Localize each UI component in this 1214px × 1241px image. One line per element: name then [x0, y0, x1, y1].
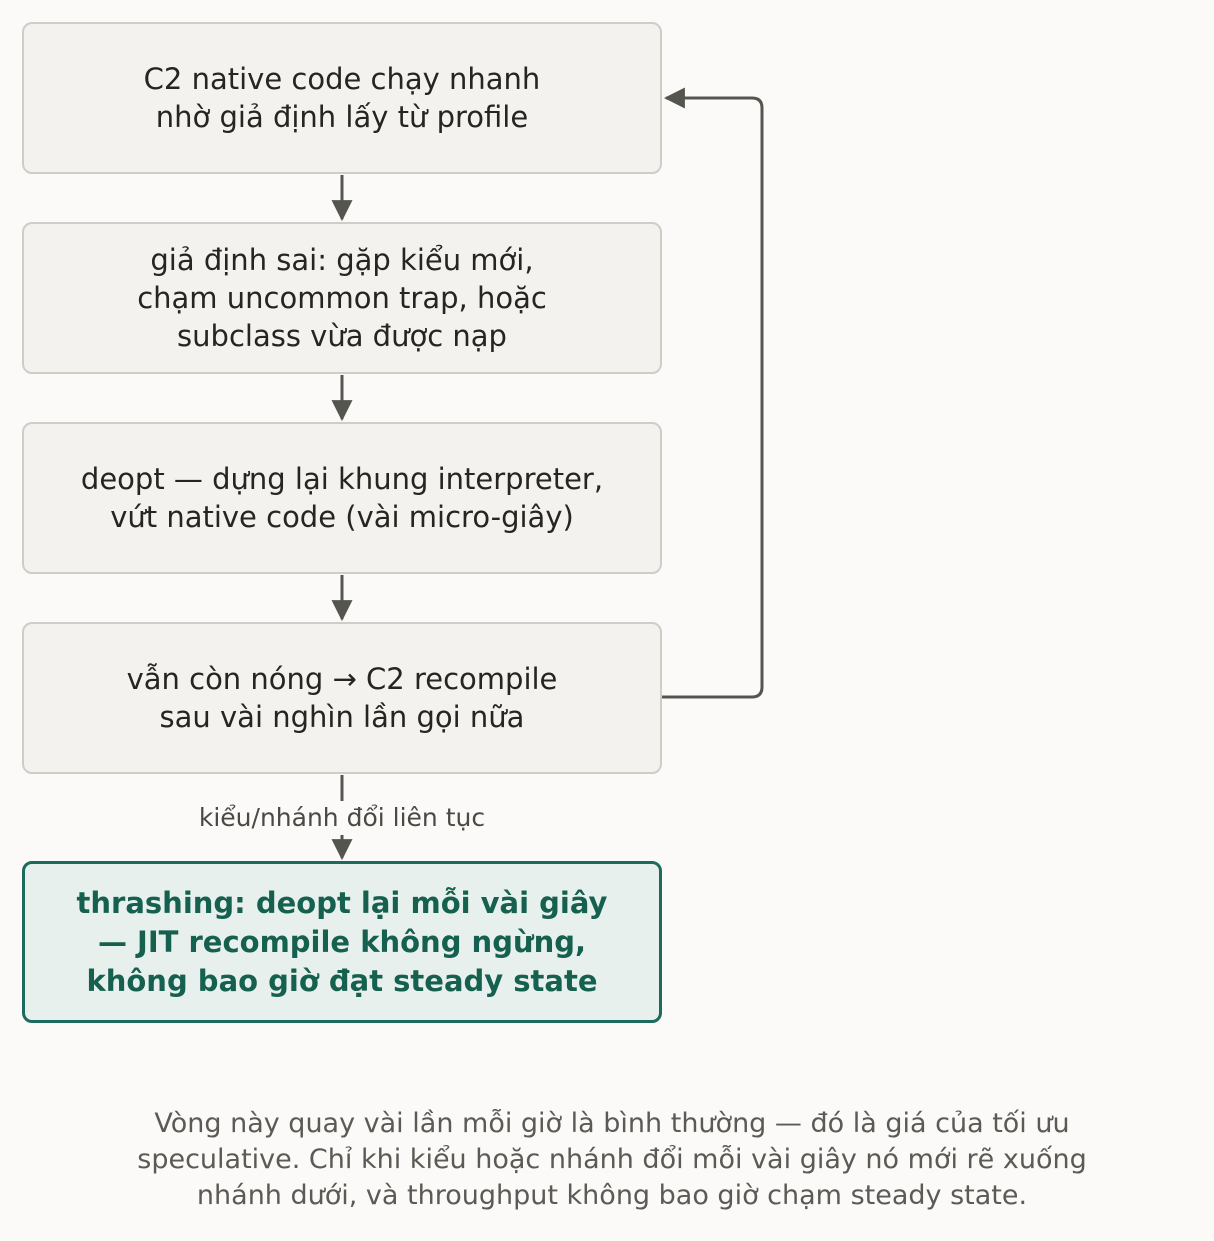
- loop-arrow-recompile-to-c2: [662, 98, 762, 697]
- diagram-caption: Vòng này quay vài lần mỗi giờ là bình thường — đó là giá của tối ưu speculative. Chỉ khi kiểu hoặc nhánh đổi mỗi vài giây nó mới rẽ xuống nhánh dưới, và throughput không bao giờ chạm steady state.: [137, 1108, 1087, 1211]
- node-thrashing-label: thrashing: deopt lại mỗi vài giây — JIT recompile không ngừng, không bao giờ đạt steady state: [76, 885, 608, 998]
- node-c2-native-code-label: C2 native code chạy nhanh nhờ giả định lấy từ profile: [143, 62, 541, 134]
- node-deopt: [22, 422, 662, 574]
- node-recompile: [22, 622, 662, 774]
- node-assumption-wrong: [22, 222, 662, 374]
- edge-label-thrashing: kiểu/nhánh đổi liên tục: [168, 801, 516, 835]
- node-c2-native-code: [22, 22, 662, 174]
- node-deopt-label: deopt — dựng lại khung interpreter, vứt native code (vài micro-giây): [80, 462, 604, 534]
- node-assumption-wrong-label: giả định sai: gặp kiểu mới, chạm uncommon trap, hoặc subclass vừa được nạp: [137, 243, 547, 353]
- node-recompile-label: vẫn còn nóng → C2 recompile sau vài nghìn lần gọi nữa: [126, 662, 558, 734]
- node-thrashing: [22, 861, 662, 1023]
